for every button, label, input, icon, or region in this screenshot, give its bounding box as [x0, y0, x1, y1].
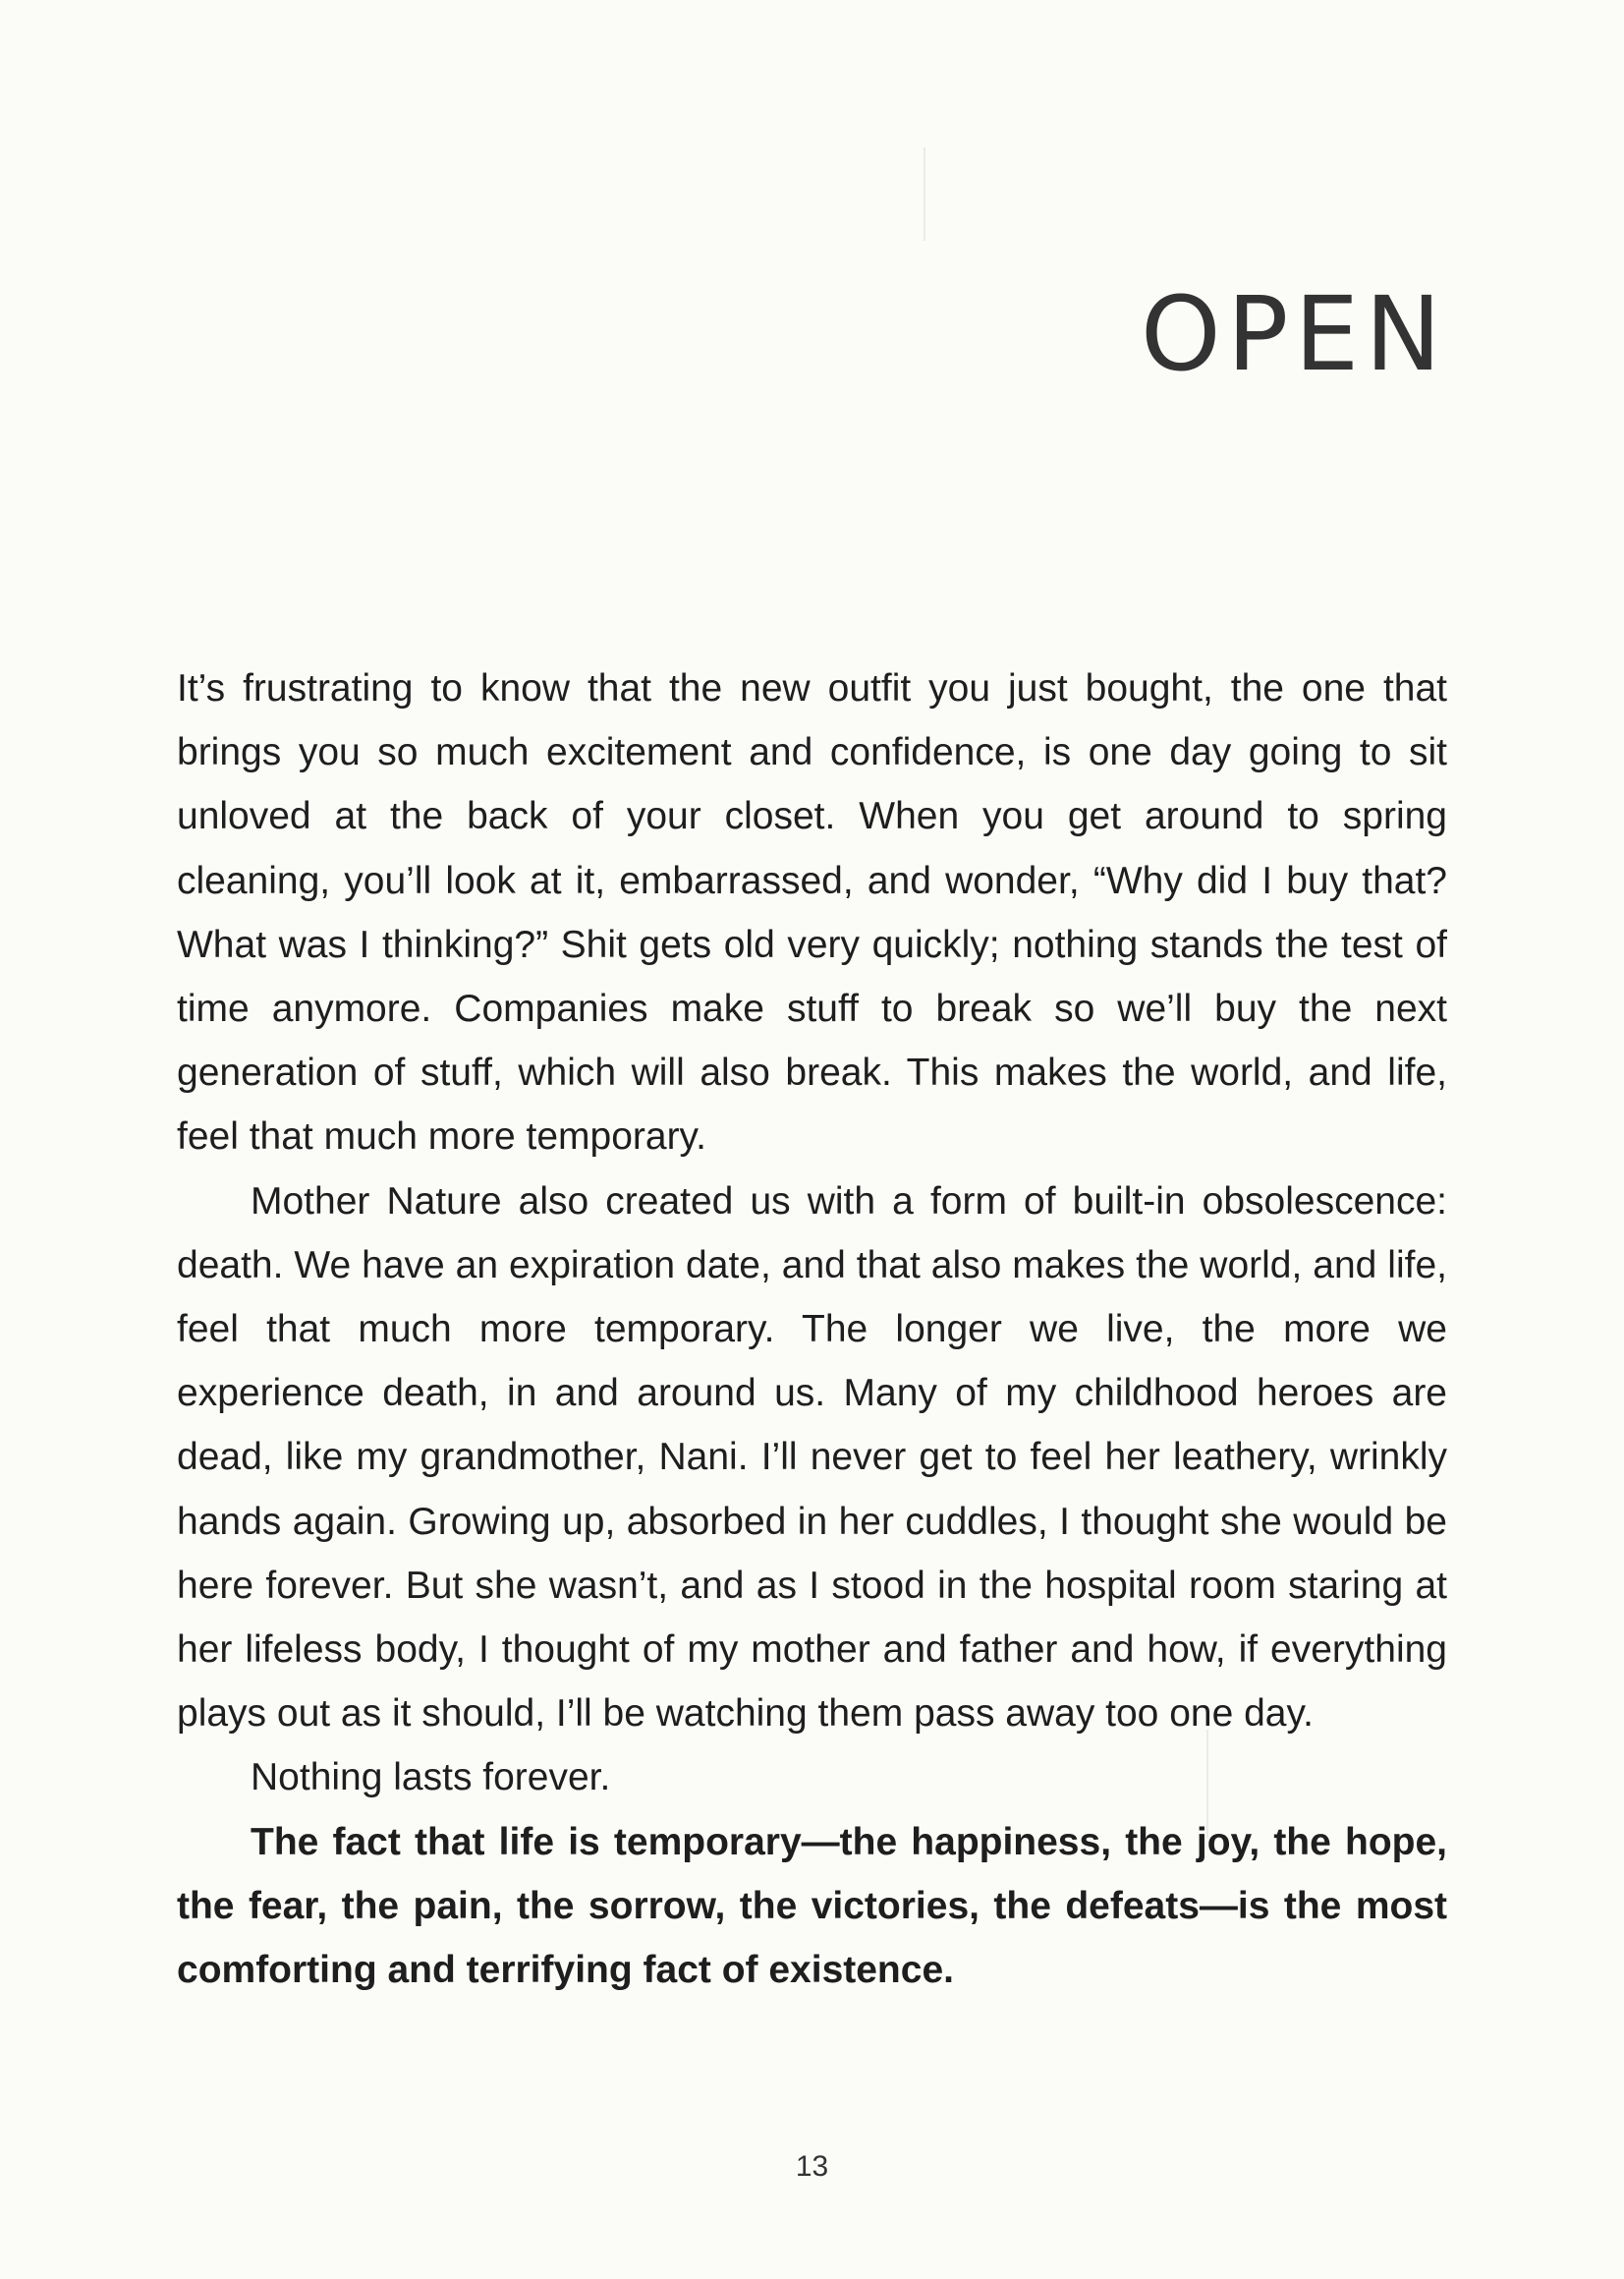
- paragraph: Nothing lasts forever.: [251, 1756, 611, 1799]
- page-number: 13: [795, 2150, 829, 2183]
- chapter-title: OPEN: [1140, 274, 1447, 394]
- body-text: [177, 656, 1447, 2002]
- paragraph: Mother Nature also created us with a form of built-in obsolescence: death. We have an expiration date, and that also makes the world, and life, feel that much more temporary. The longer we live, the more we experience death, in and around us. Many of my childhood heroes are dead, like my grandmother, Nani. I’ll never get to feel her leathery, wrinkly hands again. Growing up, absorbed in her cuddles, I thought she would be here forever. But she wasn’t, and as I stood in the hospital room staring at her lifeless body, I thought of my mother and father and how, if everything plays out as it should, I’ll be watching them pass away too one day.: [177, 1179, 1447, 1736]
- scan-artifact-line: [924, 147, 925, 241]
- emphasis-paragraph: The fact that life is temporary—the happiness, the joy, the hope, the fear, the pain, the sorrow, the victories, the defeats—is the most comforting and terrifying fact of existence.: [177, 1820, 1447, 1992]
- paragraph: It’s frustrating to know that the new outfit you just bought, the one that brings you so much excitement and confidence, is one day going to sit unloved at the back of your closet. When you get around to spring cleaning, you’ll look at it, embarrassed, and wonder, “Why did I buy that? What was I thinking?” Shit gets old very quickly; nothing stands the test of time anymore. Companies make stuff to break so we’ll buy the next generation of stuff, which will also break. This makes the world, and life, feel that much more temporary.: [177, 667, 1447, 1159]
